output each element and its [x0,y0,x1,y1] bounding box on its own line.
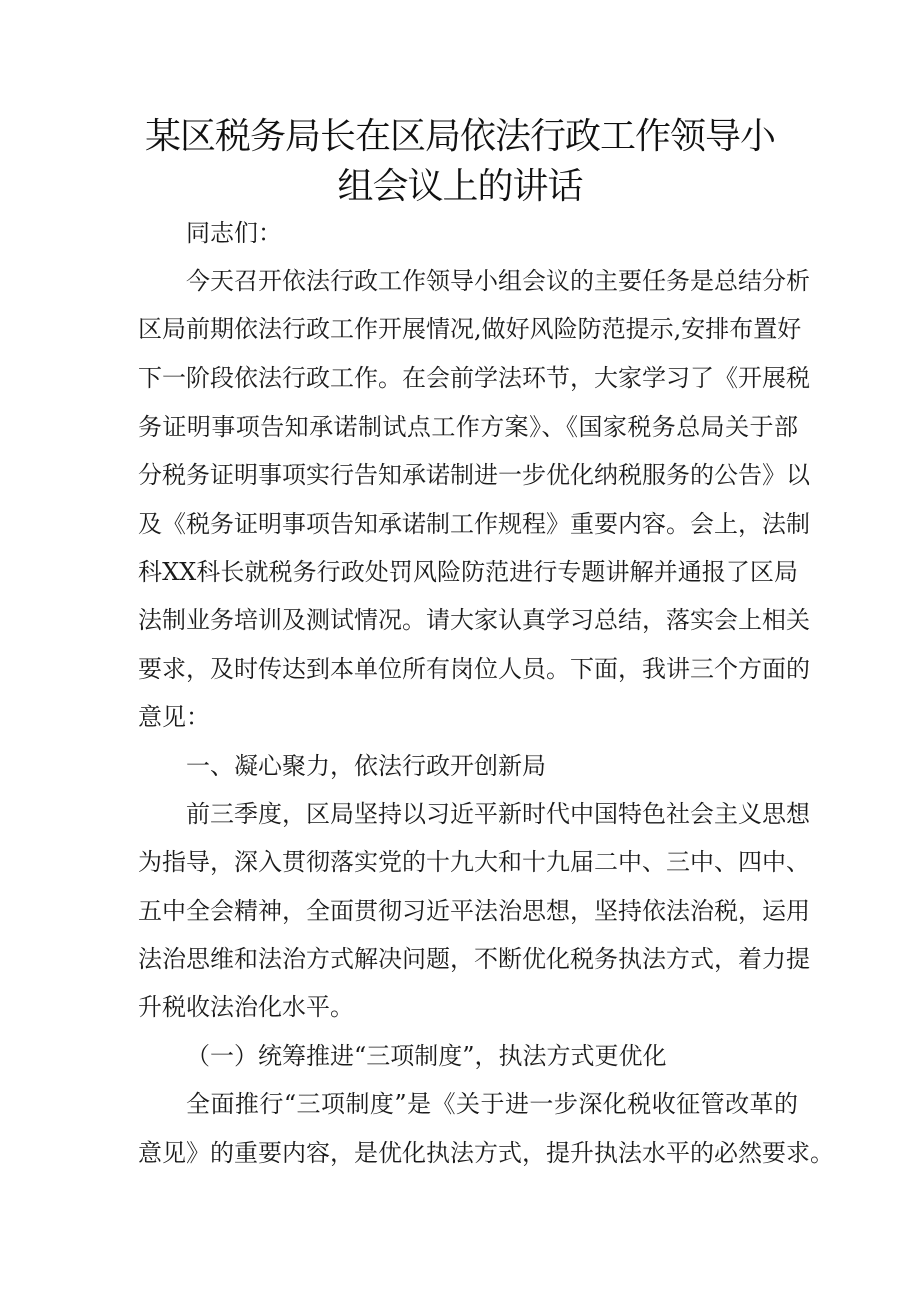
paragraph-1-line: 科XX科长就税务行政处罚风险防范进行专题讲解并通报了区局 [138,558,798,586]
paragraph-2-line: 升税收法治化水平。 [138,993,354,1021]
paragraph-1-line: 意见： [138,703,210,731]
paragraph-2-line: 法治思维和法治方式解决问题，不断优化税务执法方式，着力提 [138,945,810,973]
paragraph-1-line: 下一阶段依法行政工作。在会前学法环节，大家学习了《开展税 [138,364,810,392]
paragraph-1-line: 区局前期依法行政工作开展情况,做好风险防范提示,安排布置好 [138,315,802,343]
paragraph-2-line: 五中全会精神，全面贯彻习近平法治思想，坚持依法治税，运用 [138,897,810,925]
paragraph-2-line: 为指导，深入贯彻落实党的十九大和十九届二中、三中、四中、 [138,848,810,876]
paragraph-3-line: 意见》的重要内容，是优化执法方式，提升执法水平的必然要求。 [138,1139,834,1167]
document-title-line-2: 组会议上的讲话 [337,166,583,207]
paragraph-2-line: 前三季度，区局坚持以习近平新时代中国特色社会主义思想 [186,800,810,828]
paragraph-1-line: 要求，及时传达到本单位所有岗位人员。下面，我讲三个方面的 [138,655,810,683]
subsection-1-heading: （一）统筹推进“三项制度”，执法方式更优化 [186,1042,667,1070]
document-title-line-1: 某区税务局长在区局依法行政工作领导小 [144,116,775,157]
section-1-heading: 一、凝心聚力，依法行政开创新局 [186,752,546,780]
paragraph-1-line: 法制业务培训及测试情况。请大家认真学习总结，落实会上相关 [138,606,810,634]
paragraph-1-line: 分税务证明事项实行告知承诺制进一步优化纳税服务的公告》以 [138,461,810,489]
paragraph-3-line: 全面推行“三项制度”是《关于进一步深化税收征管改革的 [186,1090,798,1118]
paragraph-1-line: 今天召开依法行政工作领导小组会议的主要任务是总结分析 [186,267,810,295]
salutation: 同志们： [186,219,282,247]
paragraph-1-line: 及《税务证明事项告知承诺制工作规程》重要内容。会上，法制 [138,510,810,538]
paragraph-1-line: 务证明事项告知承诺制试点工作方案》、《国家税务总局关于部 [138,413,798,441]
